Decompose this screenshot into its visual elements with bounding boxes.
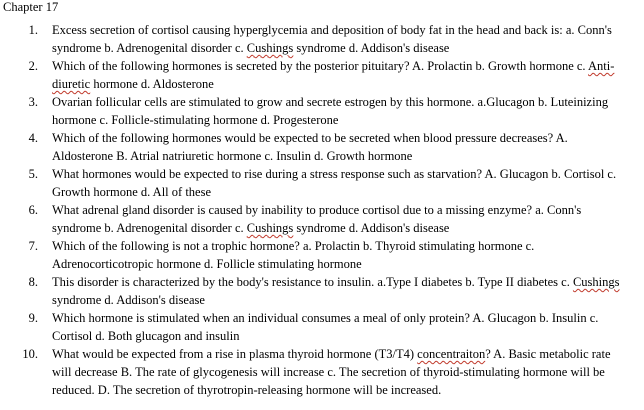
question-text-segment: Which of the following hormones would be expected to be secreted when blood pressure decreases? A. Aldosterone B. Atrial natriuretic hormone c. Insulin d. Growth hormone (52, 131, 568, 163)
question-text (52, 311, 598, 343)
question-number: 8. (28, 275, 38, 289)
question-number: 6. (28, 203, 38, 217)
question-number: 4. (28, 131, 38, 145)
spellcheck-flagged-word: Cushings (572, 275, 620, 289)
question-text (52, 23, 612, 55)
question-number: 5. (28, 167, 38, 181)
question-text-segment: Which of the following hormones is secreted by the posterior pituitary? A. Prolactin b. Growth hormone c. (52, 59, 588, 73)
question-number: 10. (22, 347, 38, 361)
question-text-segment: hormone d. Aldosterone (90, 77, 214, 91)
spellcheck-flagged-word: concentraiton (417, 347, 486, 361)
page-title: Chapter 17 (3, 0, 59, 14)
question-item (0, 165, 627, 201)
question-text-segment: Which hormone is stimulated when an individual consumes a meal of only protein? A. Glucagon b. Insulin c. Cortisol d. Both glucagon and insulin (52, 311, 599, 343)
question-text-segment: What hormones would be expected to rise during a stress response such as starvation? A. Glucagon b. Cortisol c. Growth hormone d. All of these (52, 167, 617, 199)
question-text-segment: What adrenal gland disorder is caused by inability to produce cortisol due to a missing enzyme? a. Conn's syndrome b. Adrenogenital disorder c. (52, 203, 582, 235)
question-item (0, 201, 627, 237)
question-number: 2. (28, 59, 38, 73)
question-text-segment: syndrome d. Addison's disease (293, 41, 450, 55)
question-text-segment: What would be expected from a rise in plasma thyroid hormone (T3/T4) (52, 347, 418, 361)
question-text (52, 275, 620, 307)
question-number: 7. (28, 239, 38, 253)
question-number: 1. (28, 23, 38, 37)
question-text (52, 59, 614, 91)
question-item (0, 309, 627, 345)
spellcheck-flagged-word: Cushings (246, 221, 294, 235)
question-item (0, 93, 627, 129)
spellcheck-flagged-word: Anti-diuretic (52, 59, 615, 91)
question-text (52, 167, 616, 199)
question-text-segment: Excess secretion of cortisol causing hyperglycemia and deposition of body fat in the head and back is: a. Conn's syndrome b. Adrenogenital disorder c. (52, 23, 612, 55)
question-text (52, 95, 608, 127)
question-list (0, 21, 644, 399)
question-item (0, 237, 627, 273)
question-item (0, 129, 627, 165)
question-text-segment: syndrome d. Addison's disease (293, 221, 450, 235)
question-text (52, 347, 611, 397)
question-text-segment: ? A. Basic metabolic rate will decrease B. The rate of glycogenesis will increase c. The secretion of thyroid-stimulating hormone will be reduced. D. The secretion of thyrotropin-releasing hormone will be increased. (52, 347, 611, 397)
question-number: 9. (28, 311, 38, 325)
question-text-segment: syndrome d. Addison's disease (52, 293, 205, 307)
question-item (0, 21, 627, 57)
question-text-segment: This disorder is characterized by the body's resistance to insulin. a.Type I diabetes b. Type II diabetes c. (52, 275, 573, 289)
spellcheck-flagged-word: Cushings (246, 41, 294, 55)
question-text-segment: Ovarian follicular cells are stimulated to grow and secrete estrogen by this hormone. a.Glucagon b. Luteinizing hormone c. Follicle-stimulating hormone d. Progesterone (52, 95, 609, 127)
question-item (0, 57, 627, 93)
question-number: 3. (28, 95, 38, 109)
question-item (0, 345, 627, 399)
question-text (52, 203, 581, 235)
question-text (52, 239, 534, 271)
question-text (52, 131, 568, 163)
question-item (0, 273, 627, 309)
question-text-segment: Which of the following is not a trophic hormone? a. Prolactin b. Thyroid stimulating hormone c. Adrenocorticotropic hormone d. Follicle stimulating hormone (52, 239, 535, 271)
